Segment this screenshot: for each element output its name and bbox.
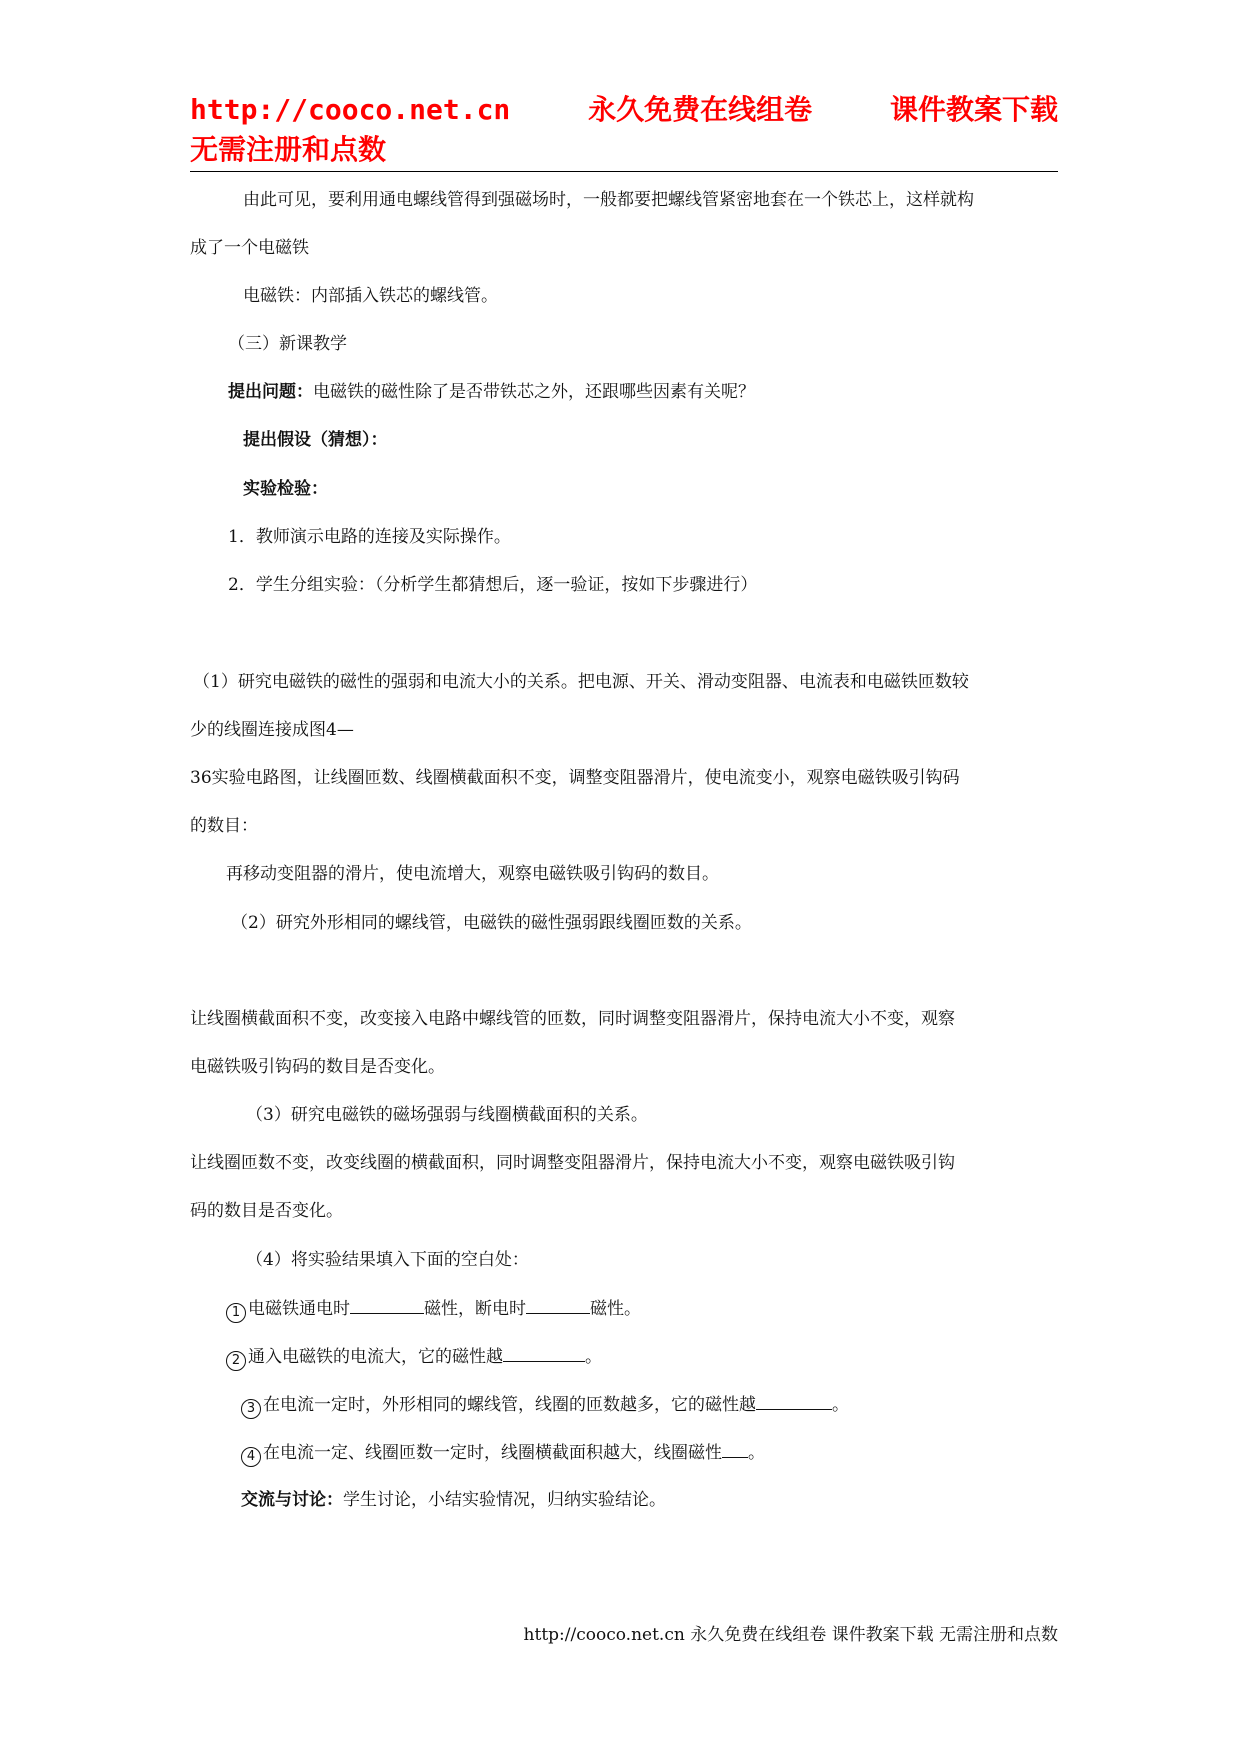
experiment-1: （1）研究电磁铁的磁性的强弱和电流大小的关系。把电源、开关、滑动变阻器、电流表和电磁铁匝数较 [193, 672, 969, 692]
header-slogan: 永久免费在线组卷 [588, 93, 813, 126]
experiment-1: 再移动变阻器的滑片，使电流增大，观察电磁铁吸引钩码的数目。 [226, 864, 719, 884]
circled-number: 4 [241, 1447, 261, 1467]
circled-number: 3 [241, 1399, 261, 1419]
hypothesis-label: 提出假设（猜想）： [243, 430, 388, 450]
header-download: 课件教案下载 [889, 93, 1058, 126]
answer-blank[interactable] [722, 1441, 748, 1458]
experiment-1: 少的线圈连接成图4— [190, 720, 354, 740]
header-rule [190, 171, 1058, 172]
fill-item: 1 电磁铁通电时 磁性，断电时 磁性。 [226, 1297, 641, 1323]
question-line [228, 381, 755, 403]
answer-blank[interactable] [503, 1345, 585, 1362]
fill-item: 3 在电流一定时，外形相同的螺线管，线圈的匝数越多，它的磁性越 。 [241, 1393, 849, 1419]
circled-number: 1 [226, 1303, 246, 1323]
experiment-2: 让线圈横截面积不变，改变接入电路中螺线管的匝数，同时调整变阻器滑片，保持电流大小不变，观察 [190, 1009, 955, 1029]
experiment-4: （4）将实验结果填入下面的空白处： [246, 1250, 529, 1270]
fill-item: 4 在电流一定、线圈匝数一定时，线圈横截面积越大，线圈磁性 。 [241, 1441, 765, 1467]
paragraph: 由此可见，要利用通电螺线管得到强磁场时，一般都要把螺线管紧密地套在一个铁芯上，这样就构 [243, 190, 974, 210]
page-header [190, 90, 1058, 170]
experiment-1: 的数目： [190, 816, 258, 836]
header-line2: 无需注册和点数 [190, 133, 387, 166]
experiment-2: （2）研究外形相同的螺线管，电磁铁的磁性强弱跟线圈匝数的关系。 [231, 913, 752, 933]
question-label: 提出问题： [228, 382, 313, 402]
discussion-text: 学生讨论，小结实验情况，归纳实验结论。 [343, 1490, 666, 1510]
experiment-3: （3）研究电磁铁的磁场强弱与线圈横截面积的关系。 [246, 1105, 648, 1125]
discussion-label: 交流与讨论： [241, 1490, 343, 1510]
header-row [190, 90, 1058, 130]
experiment-3: 码的数目是否变化。 [190, 1201, 343, 1221]
fill-item: 2 通入电磁铁的电流大，它的磁性越 。 [226, 1345, 602, 1371]
experiment-1: 36实验电路图，让线圈匝数、线圈横截面积不变，调整变阻器滑片，使电流变小，观察电磁铁吸引钩码 [190, 768, 960, 788]
step-2: 2．学生分组实验：（分析学生都猜想后，逐一验证，按如下步骤进行） [228, 575, 758, 595]
step-1: 1．教师演示电路的连接及实际操作。 [228, 527, 511, 547]
definition: 电磁铁：内部插入铁芯的螺线管。 [243, 286, 498, 306]
header-url[interactable]: http://cooco.net.cn [190, 93, 511, 126]
section-heading: （三）新课教学 [228, 334, 347, 354]
answer-blank[interactable] [756, 1393, 832, 1410]
experiment-3: 让线圈匝数不变，改变线圈的横截面积，同时调整变阻器滑片，保持电流大小不变，观察电磁铁吸引钩 [190, 1153, 955, 1173]
page-footer: http://cooco.net.cn 永久免费在线组卷 课件教案下载 无需注册和点数 [523, 1625, 1058, 1645]
answer-blank[interactable] [350, 1297, 424, 1314]
circled-number: 2 [226, 1351, 246, 1371]
discussion-line [241, 1489, 666, 1511]
paragraph: 成了一个电磁铁 [190, 238, 309, 258]
answer-blank[interactable] [526, 1297, 590, 1314]
question-text: 电磁铁的磁性除了是否带铁芯之外，还跟哪些因素有关呢？ [313, 382, 755, 402]
experiment-2: 电磁铁吸引钩码的数目是否变化。 [190, 1057, 445, 1077]
experiment-label: 实验检验： [243, 479, 328, 499]
